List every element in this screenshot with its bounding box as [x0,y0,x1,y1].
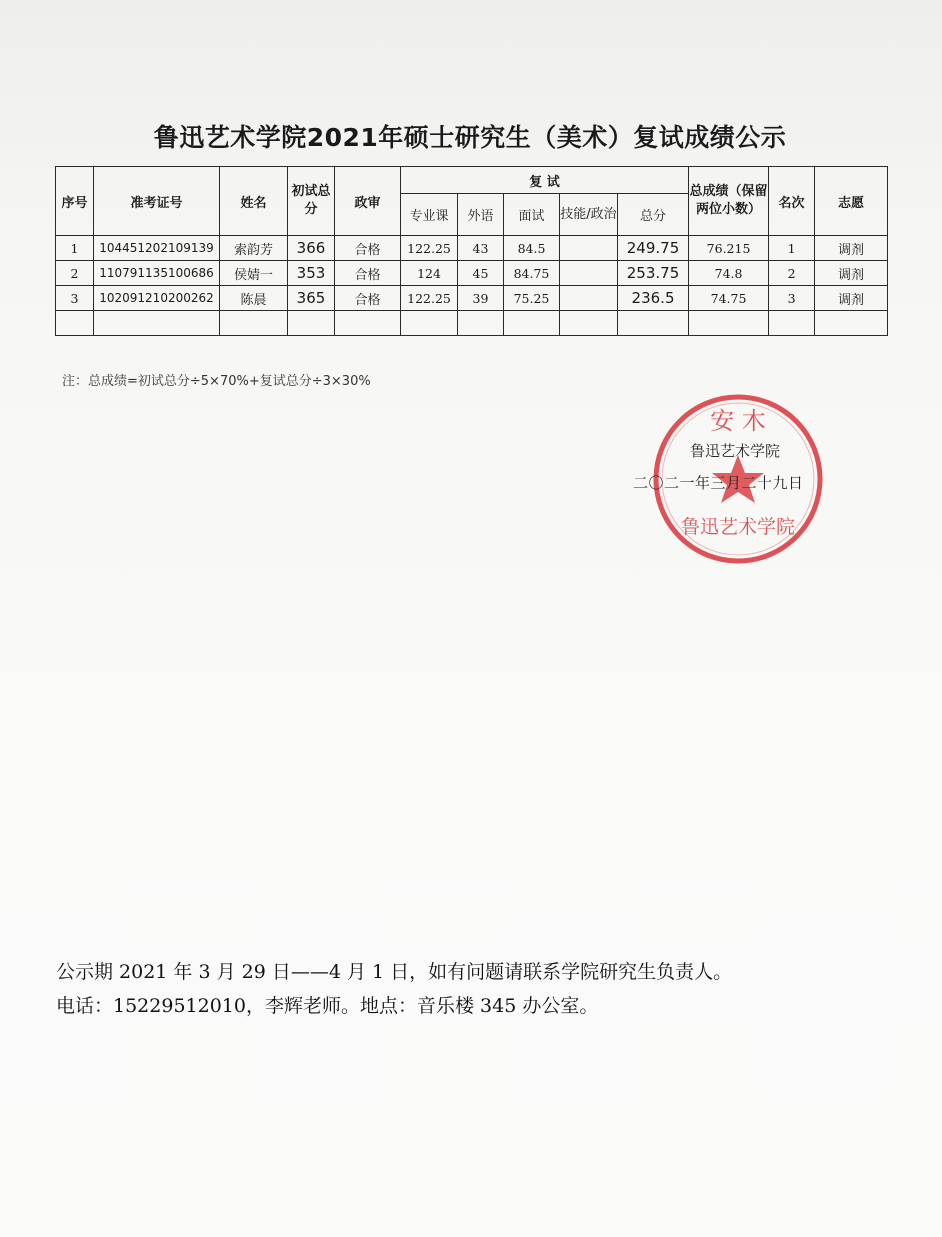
cell-foreign-lang: 45 [458,261,504,286]
header-retest: 复 试 [401,167,689,194]
cell-initial-total: 365 [288,286,335,311]
signature-org: 鲁迅艺术学院 [690,442,781,460]
header-retest-total: 总分 [618,194,689,236]
header-rank: 名次 [769,167,815,236]
table-row [56,236,888,261]
cell-name: 侯婧一 [220,261,288,286]
cell-interview: 75.25 [504,286,560,311]
seal-top-text: 安 木 [710,407,766,435]
cell-overall: 74.75 [689,286,769,311]
cell-political-review: 合格 [335,261,401,286]
cell-retest-total: 253.75 [618,261,689,286]
header-seq: 序号 [56,167,94,236]
cell-initial-total: 366 [288,236,335,261]
cell-skills-politics [560,261,618,286]
cell-foreign-lang: 43 [458,236,504,261]
header-exam-id: 准考证号 [94,167,220,236]
cell-rank: 3 [769,286,815,311]
table-row [56,261,888,286]
footer-notice [56,955,732,1023]
score-table [55,166,888,336]
header-name: 姓名 [220,167,288,236]
header-initial-total: 初试总分 [288,167,335,236]
header-skills-politics: 技能/政治 [560,194,618,236]
table-header-row [56,167,888,194]
cell-exam-id: 110791135100686 [94,261,220,286]
cell-name: 陈晨 [220,286,288,311]
cell-foreign-lang: 39 [458,286,504,311]
cell-major: 124 [401,261,458,286]
footer-line-contact: 电话：15229512010，李辉老师。地点：音乐楼 345 办公室。 [56,995,599,1017]
cell-name: 索韵芳 [220,236,288,261]
cell-political-review: 合格 [335,286,401,311]
header-major: 专业课 [401,194,458,236]
cell-rank: 1 [769,236,815,261]
table-row [56,286,888,311]
cell-retest-total: 249.75 [618,236,689,261]
formula-note: 注：总成绩=初试总分÷5×70%+复试总分÷3×30% [62,374,371,389]
signature-date: 二〇二一年三月二十九日 [633,474,804,492]
seal-bottom-text: 鲁迅艺术学院 [680,516,796,538]
cell-seq: 1 [56,236,94,261]
cell-interview: 84.75 [504,261,560,286]
cell-exam-id: 104451202109139 [94,236,220,261]
cell-skills-politics [560,286,618,311]
cell-preference: 调剂 [815,261,888,286]
cell-retest-total: 236.5 [618,286,689,311]
cell-initial-total: 353 [288,261,335,286]
cell-seq: 3 [56,286,94,311]
cell-rank: 2 [769,261,815,286]
cell-major: 122.25 [401,236,458,261]
cell-seq: 2 [56,261,94,286]
footer-line-period: 公示期 2021 年 3 月 29 日——4 月 1 日，如有问题请联系学院研究生负责人。 [56,961,733,983]
cell-preference: 调剂 [815,236,888,261]
header-interview: 面试 [504,194,560,236]
page-title: 鲁迅艺术学院2021年硕士研究生（美术）复试成绩公示 [153,123,787,152]
cell-political-review: 合格 [335,236,401,261]
table-row-empty [56,311,888,336]
cell-interview: 84.5 [504,236,560,261]
cell-skills-politics [560,236,618,261]
cell-exam-id: 102091210200262 [94,286,220,311]
header-political-review: 政审 [335,167,401,236]
cell-major: 122.25 [401,286,458,311]
header-foreign-lang: 外语 [458,194,504,236]
header-overall: 总成绩（保留两位小数） [689,167,769,236]
cell-overall: 74.8 [689,261,769,286]
cell-preference: 调剂 [815,286,888,311]
header-preference: 志愿 [815,167,888,236]
cell-overall: 76.215 [689,236,769,261]
